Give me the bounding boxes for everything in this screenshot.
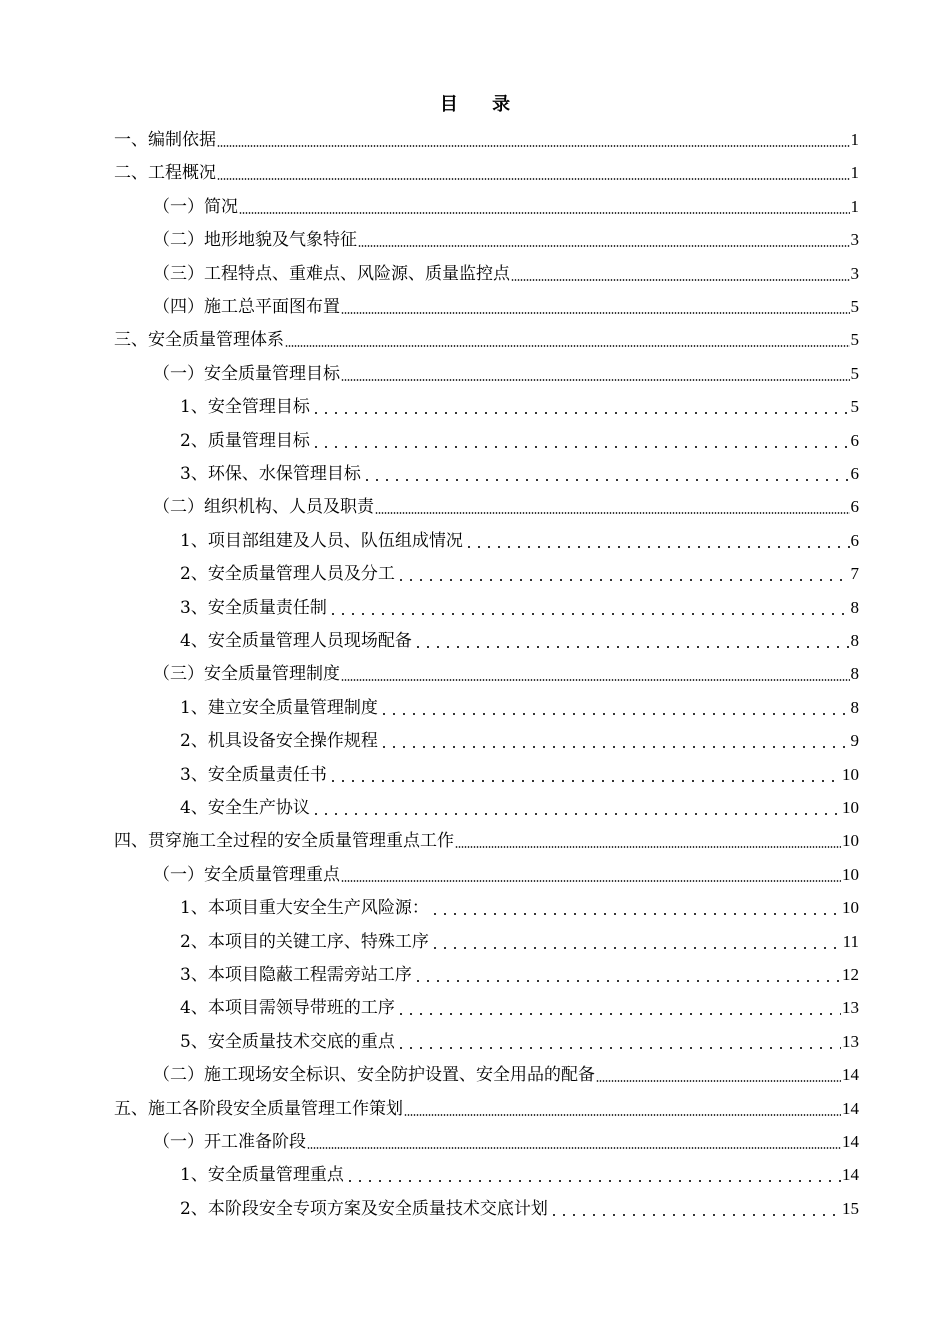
toc-entry-page-number: 6 (850, 497, 859, 517)
toc-entry-page-number: 7 (850, 564, 859, 584)
toc-entry[interactable] (153, 358, 859, 386)
toc-entry[interactable] (180, 1159, 859, 1187)
toc-entry-label: 5、安全质量技术交底的重点 (180, 1031, 395, 1052)
toc-dot-leader (379, 713, 850, 715)
toc-entry-page-number: 8 (850, 631, 859, 650)
toc-entry-label: 2、机具设备安全操作规程 (180, 731, 378, 752)
toc-dot-leader (396, 1047, 841, 1049)
toc-dot-leader (217, 145, 850, 147)
toc-entry[interactable] (153, 1059, 859, 1087)
toc-entry[interactable] (180, 558, 859, 586)
toc-entry-page-number: 1 (850, 130, 859, 149)
toc-entry-page-number: 15 (842, 1198, 859, 1218)
toc-entry-page-number: 1 (850, 196, 859, 216)
toc-entry-label: （三）安全质量管理制度 (153, 664, 340, 685)
toc-entry-page-number: 10 (842, 764, 859, 784)
toc-entry-label: 五、施工各阶段安全质量管理工作策划 (114, 1098, 403, 1119)
toc-entry-label: 2、质量管理目标 (180, 430, 310, 451)
toc-dot-leader (362, 479, 850, 481)
toc-entry-page-number: 5 (850, 297, 859, 316)
toc-entry-page-number: 13 (842, 998, 859, 1018)
toc-entry-label: 2、安全质量管理人员及分工 (180, 564, 395, 585)
toc-dot-leader (379, 746, 850, 748)
toc-entry[interactable] (180, 592, 859, 620)
toc-entry[interactable] (114, 324, 859, 352)
toc-dot-leader (375, 512, 850, 514)
toc-dot-leader (430, 947, 842, 949)
toc-entry-label: （一）安全质量管理目标 (153, 363, 340, 384)
toc-entry-label: 4、安全质量管理人员现场配备 (180, 631, 412, 651)
toc-entry[interactable] (153, 491, 859, 519)
toc-dot-leader (345, 1180, 841, 1182)
toc-entry-page-number: 12 (842, 965, 859, 984)
toc-dot-leader (404, 1114, 841, 1116)
toc-dot-leader (311, 446, 850, 448)
toc-entry-page-number: 11 (842, 931, 859, 951)
toc-entry[interactable] (180, 625, 859, 653)
toc-entry-page-number: 9 (850, 731, 859, 751)
toc-entry[interactable] (180, 1193, 859, 1221)
toc-entry[interactable] (114, 1093, 859, 1121)
toc-dot-leader (307, 1147, 841, 1149)
toc-entry-page-number: 1 (850, 163, 859, 183)
toc-entry[interactable] (153, 224, 859, 252)
toc-entry[interactable] (114, 825, 859, 853)
toc-dot-leader (217, 178, 850, 180)
toc-entry-page-number: 10 (842, 898, 859, 918)
toc-entry-page-number: 6 (850, 430, 859, 450)
toc-entry[interactable] (180, 692, 859, 720)
toc-entry-page-number: 14 (842, 1065, 859, 1085)
toc-entry[interactable] (114, 157, 859, 185)
toc-entry-page-number: 8 (850, 697, 859, 717)
toc-entry[interactable] (180, 425, 859, 453)
toc-dot-leader (311, 412, 850, 414)
toc-dot-leader (413, 980, 841, 982)
toc-title: 目 录 (439, 94, 525, 115)
toc-dot-leader (549, 1214, 841, 1216)
toc-entry-label: 4、安全生产协议 (180, 798, 310, 818)
toc-entry-page-number: 10 (842, 864, 859, 884)
toc-entry[interactable] (180, 1026, 859, 1054)
toc-entry-label: 1、本项目重大安全生产风险源： (180, 898, 429, 919)
toc-entry-page-number: 10 (842, 798, 859, 817)
toc-entry-label: 二、工程概况 (114, 163, 216, 184)
toc-dot-leader (511, 279, 850, 281)
toc-entry[interactable] (153, 658, 859, 686)
toc-entry-label: 3、本项目隐蔽工程需旁站工序 (180, 965, 412, 985)
toc-entry[interactable] (153, 1126, 859, 1154)
toc-dot-leader (413, 646, 850, 648)
toc-dot-leader (396, 579, 850, 581)
toc-entry-label: 1、建立安全质量管理制度 (180, 697, 378, 718)
toc-entry-page-number: 5 (850, 363, 859, 383)
toc-entry-page-number: 14 (842, 1098, 859, 1118)
toc-entry-page-number: 14 (842, 1132, 859, 1151)
toc-entry-page-number: 6 (850, 464, 859, 483)
toc-entry[interactable] (180, 525, 859, 553)
toc-entry-label: （四）施工总平面图布置 (153, 297, 340, 317)
toc-entry-label: 1、安全管理目标 (180, 397, 310, 418)
toc-entry-page-number: 5 (850, 330, 859, 350)
toc-dot-leader (341, 312, 850, 314)
toc-entry[interactable] (153, 859, 859, 887)
toc-entry-page-number: 5 (850, 397, 859, 417)
toc-entry-page-number: 6 (850, 530, 859, 550)
toc-entry-page-number: 8 (850, 597, 859, 617)
toc-entry[interactable] (180, 759, 859, 787)
toc-entry-page-number: 3 (850, 263, 859, 283)
toc-entry-label: （一）简况 (153, 196, 238, 217)
toc-dot-leader (285, 345, 850, 347)
toc-entry[interactable] (180, 992, 859, 1020)
toc-entry-label: 三、安全质量管理体系 (114, 330, 284, 351)
toc-entry-page-number: 13 (842, 1031, 859, 1051)
toc-entry-label: （二）地形地貌及气象特征 (153, 230, 357, 251)
toc-entry-label: 一、编制依据 (114, 130, 216, 150)
toc-entry[interactable] (180, 458, 859, 486)
toc-entry[interactable] (153, 258, 859, 286)
toc-dot-leader (328, 780, 841, 782)
toc-entry[interactable] (180, 391, 859, 419)
toc-dot-leader (341, 379, 850, 381)
toc-dot-leader (311, 813, 841, 815)
toc-entry[interactable] (153, 291, 859, 319)
toc-dot-leader (396, 1013, 841, 1015)
toc-entry[interactable] (180, 792, 859, 820)
toc-entry-page-number: 14 (842, 1165, 859, 1185)
toc-entry-label: 2、本阶段安全专项方案及安全质量技术交底计划 (180, 1198, 548, 1219)
toc-entry-label: 4、本项目需领导带班的工序 (180, 998, 395, 1019)
toc-entry[interactable] (153, 191, 859, 219)
toc-entry-label: 3、环保、水保管理目标 (180, 464, 361, 484)
toc-dot-leader (358, 245, 850, 247)
toc-dot-leader (328, 613, 850, 615)
toc-dot-leader (239, 212, 850, 214)
toc-entry[interactable] (180, 892, 859, 920)
toc-dot-leader (341, 679, 850, 681)
toc-dot-leader (464, 546, 850, 548)
toc-dot-leader (455, 846, 841, 848)
toc-dot-leader (430, 913, 841, 915)
toc-entry-label: 2、本项目的关键工序、特殊工序 (180, 931, 429, 952)
toc-entry-page-number: 8 (850, 664, 859, 684)
toc-entry-label: （一）安全质量管理重点 (153, 864, 340, 885)
toc-entry-label: （一）开工准备阶段 (153, 1132, 306, 1152)
toc-dot-leader (341, 880, 841, 882)
toc-entry-label: （三）工程特点、重难点、风险源、质量监控点 (153, 263, 510, 284)
toc-dot-leader (596, 1080, 841, 1082)
toc-entry-page-number: 10 (842, 831, 859, 851)
toc-entry[interactable] (180, 725, 859, 753)
toc-entry-label: （二）组织机构、人员及职责 (153, 497, 374, 518)
toc-entry-label: 1、项目部组建及人员、队伍组成情况 (180, 530, 463, 551)
toc-entry[interactable] (180, 926, 859, 954)
toc-entry-label: 3、安全质量责任制 (180, 597, 327, 618)
toc-entry-label: 3、安全质量责任书 (180, 764, 327, 785)
toc-entry-label: （二）施工现场安全标识、安全防护设置、安全用品的配备 (153, 1065, 595, 1086)
toc-entry-label: 1、安全质量管理重点 (180, 1165, 344, 1186)
toc-entry[interactable] (114, 124, 859, 152)
toc-entry-page-number: 3 (850, 230, 859, 250)
toc-entry[interactable] (180, 959, 859, 987)
toc-entry-label: 四、贯穿施工全过程的安全质量管理重点工作 (114, 831, 454, 852)
